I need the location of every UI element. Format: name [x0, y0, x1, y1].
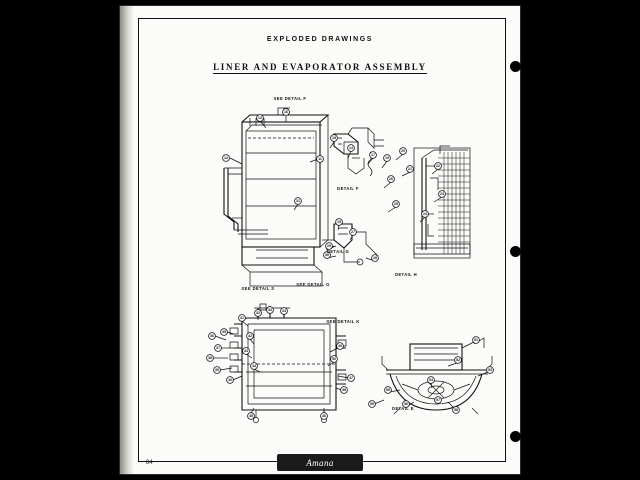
callout-layer: [207, 109, 494, 420]
callout-number: 13: [258, 116, 262, 120]
detail-label-detail-h: DETAIL H: [394, 272, 418, 277]
callout-bubble: [348, 375, 355, 382]
brand-logo-text: Amana: [306, 457, 334, 468]
section-title-text: LINER AND EVAPORATOR ASSEMBLY: [213, 62, 427, 72]
callout-bubble: [255, 310, 262, 317]
callout-bubble: [207, 355, 214, 362]
callout-bubble: [435, 163, 442, 170]
drawing-svg: [138, 18, 504, 460]
callout-number: 44: [252, 364, 256, 368]
liner-cabinet-group: [224, 108, 328, 286]
callout-bubble: [455, 357, 462, 364]
punch-hole-icon: [510, 246, 521, 257]
callout-number: 23: [440, 192, 444, 196]
callout-bubble: [428, 377, 435, 384]
callout-bubble: [281, 308, 288, 315]
callout-bubble: [209, 333, 216, 340]
callout-number: 57: [436, 398, 440, 402]
callout-number: 43: [244, 349, 248, 353]
detail-h-group: [414, 146, 470, 258]
callout-bubble: [393, 201, 400, 208]
callout-bubble: [215, 345, 222, 352]
callout-number: 49: [338, 344, 342, 348]
callout-bubble: [239, 315, 246, 322]
callout-bubble: [453, 407, 460, 414]
callout-bubble: [337, 343, 344, 350]
callout-number: 24: [423, 212, 427, 216]
callout-number: 37: [216, 346, 220, 350]
callout-number: 15: [337, 220, 341, 224]
callout-bubble: [473, 337, 480, 344]
callout-bubble: [385, 387, 392, 394]
callout-number: 17: [371, 153, 375, 157]
callout-number: 32: [256, 311, 260, 315]
callout-number: 34: [282, 309, 286, 313]
callout-number: 35: [222, 330, 226, 334]
callout-bubble: [227, 377, 234, 384]
detail-label-see-detail-f-top: SEE DETAIL F: [273, 96, 307, 101]
detail-label-see-detail-g: SEE DETAIL G: [296, 282, 330, 287]
callout-number: 52: [456, 358, 460, 362]
callout-number: 50: [332, 357, 336, 361]
scanned-page: [120, 6, 520, 474]
callout-bubble: [223, 155, 230, 162]
callout-bubble: [336, 219, 343, 226]
callout-bubble: [214, 367, 221, 374]
callout-number: 21: [408, 167, 412, 171]
callout-bubble: [331, 135, 338, 142]
callout-number: 47: [349, 376, 353, 380]
callout-bubble: [439, 191, 446, 198]
callout-number: 39: [215, 368, 219, 372]
callout-number: 11: [318, 157, 322, 161]
callout-bubble: [221, 329, 228, 336]
detail-label-see-detail-s: SEE DETAIL S: [241, 286, 275, 291]
callout-bubble: [341, 387, 348, 394]
callout-bubble: [248, 413, 255, 420]
callout-bubble: [267, 307, 274, 314]
callout-number: 28: [373, 256, 377, 260]
callout-number: 53: [488, 368, 492, 372]
callout-number: 51: [474, 338, 478, 342]
detail-label-detail-g: DETAIL G: [326, 249, 350, 254]
callout-number: 46: [322, 414, 326, 418]
callout-bubble: [487, 367, 494, 374]
callout-number: 42: [248, 334, 252, 338]
detail-label-detail-e: DETAIL E: [392, 406, 414, 411]
callout-number: 18: [332, 136, 336, 140]
callout-number: 25: [394, 202, 398, 206]
callout-bubble: [257, 115, 264, 122]
callout-bubble: [435, 397, 442, 404]
callout-bubble: [372, 255, 379, 262]
callout-number: 31: [296, 199, 300, 203]
callout-number: 45: [249, 414, 253, 418]
callout-bubble: [317, 156, 324, 163]
callout-bubble: [295, 198, 302, 205]
callout-bubble: [384, 155, 391, 162]
callout-bubble: [247, 333, 254, 340]
detail-label-see-detail-k: SEE DETAIL K: [326, 319, 360, 324]
callout-number: 22: [436, 164, 440, 168]
callout-number: 58: [454, 408, 458, 412]
callout-bubble: [369, 401, 376, 408]
punch-hole-icon: [510, 431, 521, 442]
callout-number: 54: [429, 378, 433, 382]
callout-bubble: [388, 176, 395, 183]
callout-bubble: [331, 356, 338, 363]
exploded-drawing: [138, 18, 504, 460]
callout-number: 41: [240, 316, 244, 320]
callout-bubble: [407, 166, 414, 173]
callout-bubble: [283, 109, 290, 116]
callout-bubble: [422, 211, 429, 218]
callout-number: 14: [349, 146, 353, 150]
callout-number: 16: [284, 110, 288, 114]
callout-bubble: [348, 145, 355, 152]
callout-number: 12: [224, 156, 228, 160]
page-number: 84: [146, 460, 153, 466]
callout-number: 19: [385, 156, 389, 160]
callout-number: 33: [268, 308, 272, 312]
callout-number: 48: [342, 388, 346, 392]
callout-number: 20: [401, 149, 405, 153]
callout-number: 59: [370, 402, 374, 406]
callout-number: 55: [386, 388, 390, 392]
callout-number: 38: [208, 356, 212, 360]
callout-bubble: [370, 152, 377, 159]
brand-logo: [277, 454, 363, 471]
detail-f-group: [334, 128, 384, 176]
callout-bubble: [350, 229, 357, 236]
callout-bubble: [321, 413, 328, 420]
callout-bubble: [243, 348, 250, 355]
callout-number: 29: [327, 244, 331, 248]
callout-number: 56: [404, 402, 408, 406]
callout-bubble: [251, 363, 258, 370]
callout-number: 26: [389, 177, 393, 181]
callout-number: 27: [351, 230, 355, 234]
callout-number: 30: [325, 253, 329, 257]
callout-number: 40: [228, 378, 232, 382]
detail-label-detail-f: DETAIL F: [337, 186, 359, 191]
callout-number: 36: [210, 334, 214, 338]
callout-bubble: [400, 148, 407, 155]
page-binding-shadow: [120, 6, 133, 474]
page-title: EXPLODED DRAWINGS: [266, 36, 374, 43]
